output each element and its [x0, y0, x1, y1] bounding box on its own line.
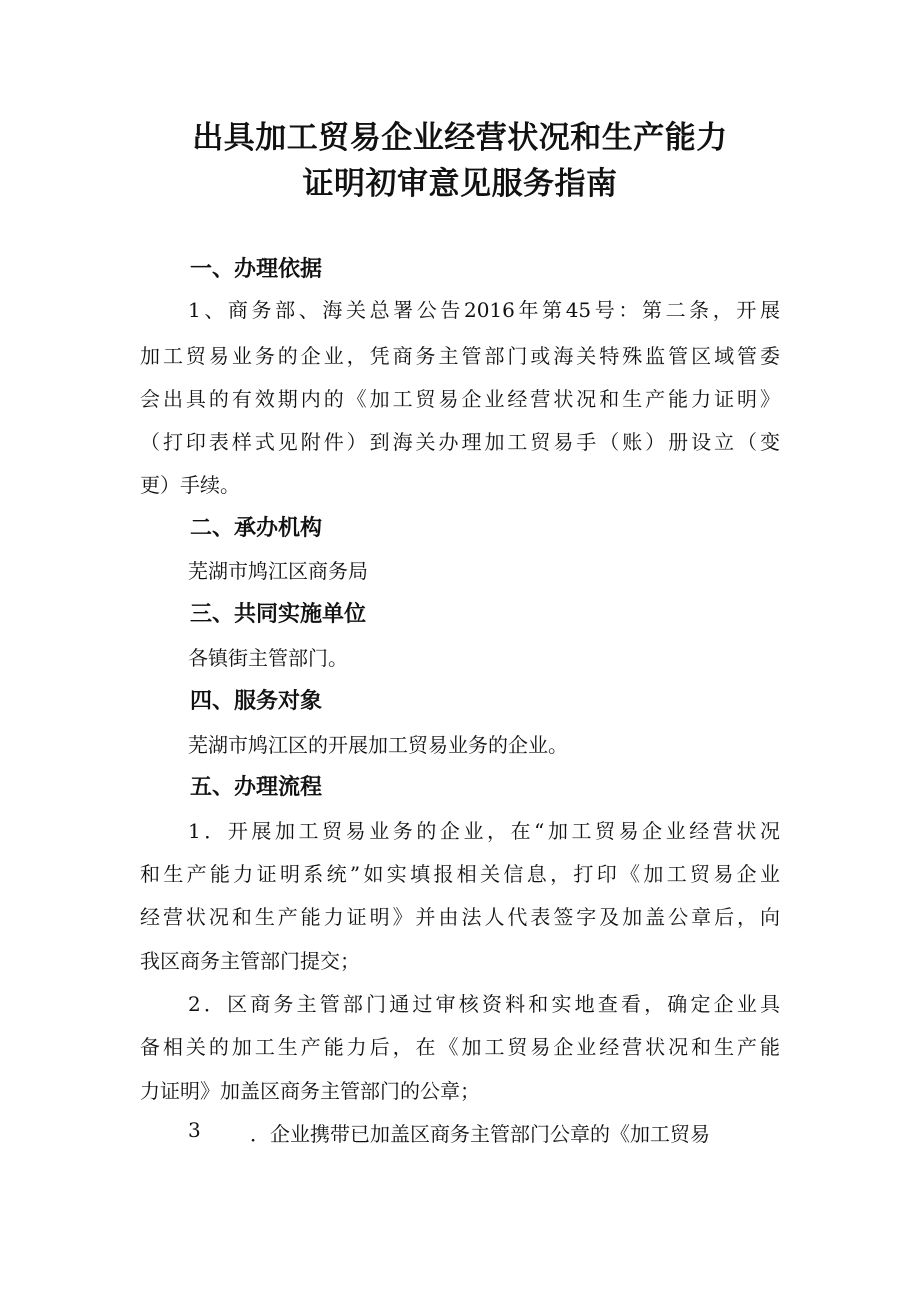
paragraph-line: 力证明》加盖区商务主管部门的公章；	[140, 1079, 480, 1103]
paragraph-line: 1．开展加工贸易业务的企业，在“加工贸易企业经营状况	[188, 819, 780, 843]
paragraph-line: （打印表样式见附件）到海关办理加工贸易手（账）册设立（变	[140, 430, 780, 454]
paragraph-line: 加工贸易业务的企业，凭商务主管部门或海关特殊监管区域管委	[140, 344, 780, 368]
document-title-line-2: 证明初审意见服务指南	[302, 166, 618, 202]
paragraph-line: 更）手续。	[140, 473, 240, 497]
section-heading-agency: 二、承办机构	[190, 516, 323, 541]
section-heading-basis: 一、办理依据	[190, 257, 323, 282]
paragraph-line: 芜湖市鸠江区商务局	[188, 559, 368, 583]
paragraph-line: 经营状况和生产能力证明》并由法人代表签字及加盖公章后，向	[140, 905, 780, 929]
paragraph-line: 会出具的有效期内的《加工贸易企业经营状况和生产能力证明》	[140, 387, 780, 411]
paragraph-line: 1、商务部、海关总署公告2016年第45号：第二条，开展	[188, 298, 780, 322]
section-heading-co-implementers: 三、共同实施单位	[190, 602, 367, 627]
paragraph-line: 2．区商务主管部门通过审核资料和实地查看，确定企业具	[188, 992, 780, 1016]
paragraph-line: 备相关的加工生产能力后，在《加工贸易企业经营状况和生产能	[140, 1035, 780, 1059]
section-heading-procedure: 五、办理流程	[190, 775, 323, 800]
section-heading-service-target: 四、服务对象	[190, 689, 323, 714]
list-number: 3	[188, 1118, 201, 1142]
paragraph-line: 芜湖市鸠江区的开展加工贸易业务的企业。	[188, 733, 568, 757]
paragraph-line: 和生产能力证明系统”如实填报相关信息，打印《加工贸易企业	[140, 862, 780, 886]
paragraph-line: ．企业携带已加盖区商务主管部门公章的《加工贸易	[250, 1122, 710, 1146]
paragraph-line: 各镇街主管部门。	[188, 646, 348, 670]
document-title-line-1: 出具加工贸易企业经营状况和生产能力	[192, 120, 728, 156]
paragraph-line: 我区商务主管部门提交；	[140, 949, 360, 973]
